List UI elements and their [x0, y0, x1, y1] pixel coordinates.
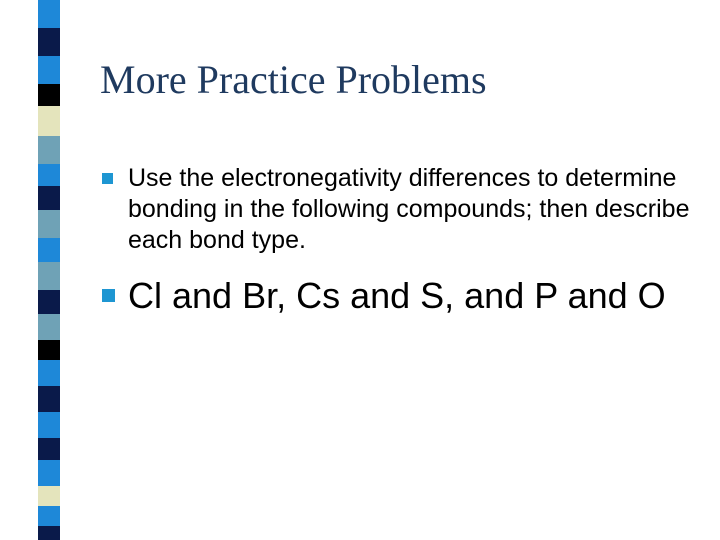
stripe-block — [38, 186, 60, 210]
stripe-block — [38, 412, 60, 438]
stripe-block — [38, 106, 60, 136]
bullet-item — [100, 273, 700, 318]
square-bullet-icon — [102, 289, 115, 302]
slide-body — [100, 163, 700, 318]
stripe-block — [38, 460, 60, 486]
stripe-block — [38, 262, 60, 290]
stripe-block — [38, 290, 60, 314]
stripe-block — [38, 360, 60, 386]
stripe-block — [38, 486, 60, 506]
stripe-block — [38, 526, 60, 540]
stripe-block — [38, 238, 60, 262]
stripe-block — [38, 438, 60, 460]
stripe-block — [38, 56, 60, 84]
stripe-block — [38, 164, 60, 186]
slide-title: More Practice Problems — [100, 57, 487, 102]
stripe-block — [38, 0, 60, 28]
bullet-text: Cl and Br, Cs and S, and P and O — [128, 275, 666, 316]
stripe-block — [38, 386, 60, 412]
bullet-text: Use the electronegativity differences to determine bonding in the following compounds; then describe each bond type. — [128, 164, 690, 254]
stripe-block — [38, 28, 60, 56]
stripe-block — [38, 136, 60, 164]
stripe-block — [38, 506, 60, 526]
stripe-block — [38, 340, 60, 360]
square-bullet-icon — [102, 173, 113, 184]
bullet-item — [100, 163, 700, 256]
stripe-block — [38, 84, 60, 106]
decorative-stripe — [0, 0, 68, 540]
stripe-block — [38, 210, 60, 238]
stripe-block — [38, 314, 60, 340]
